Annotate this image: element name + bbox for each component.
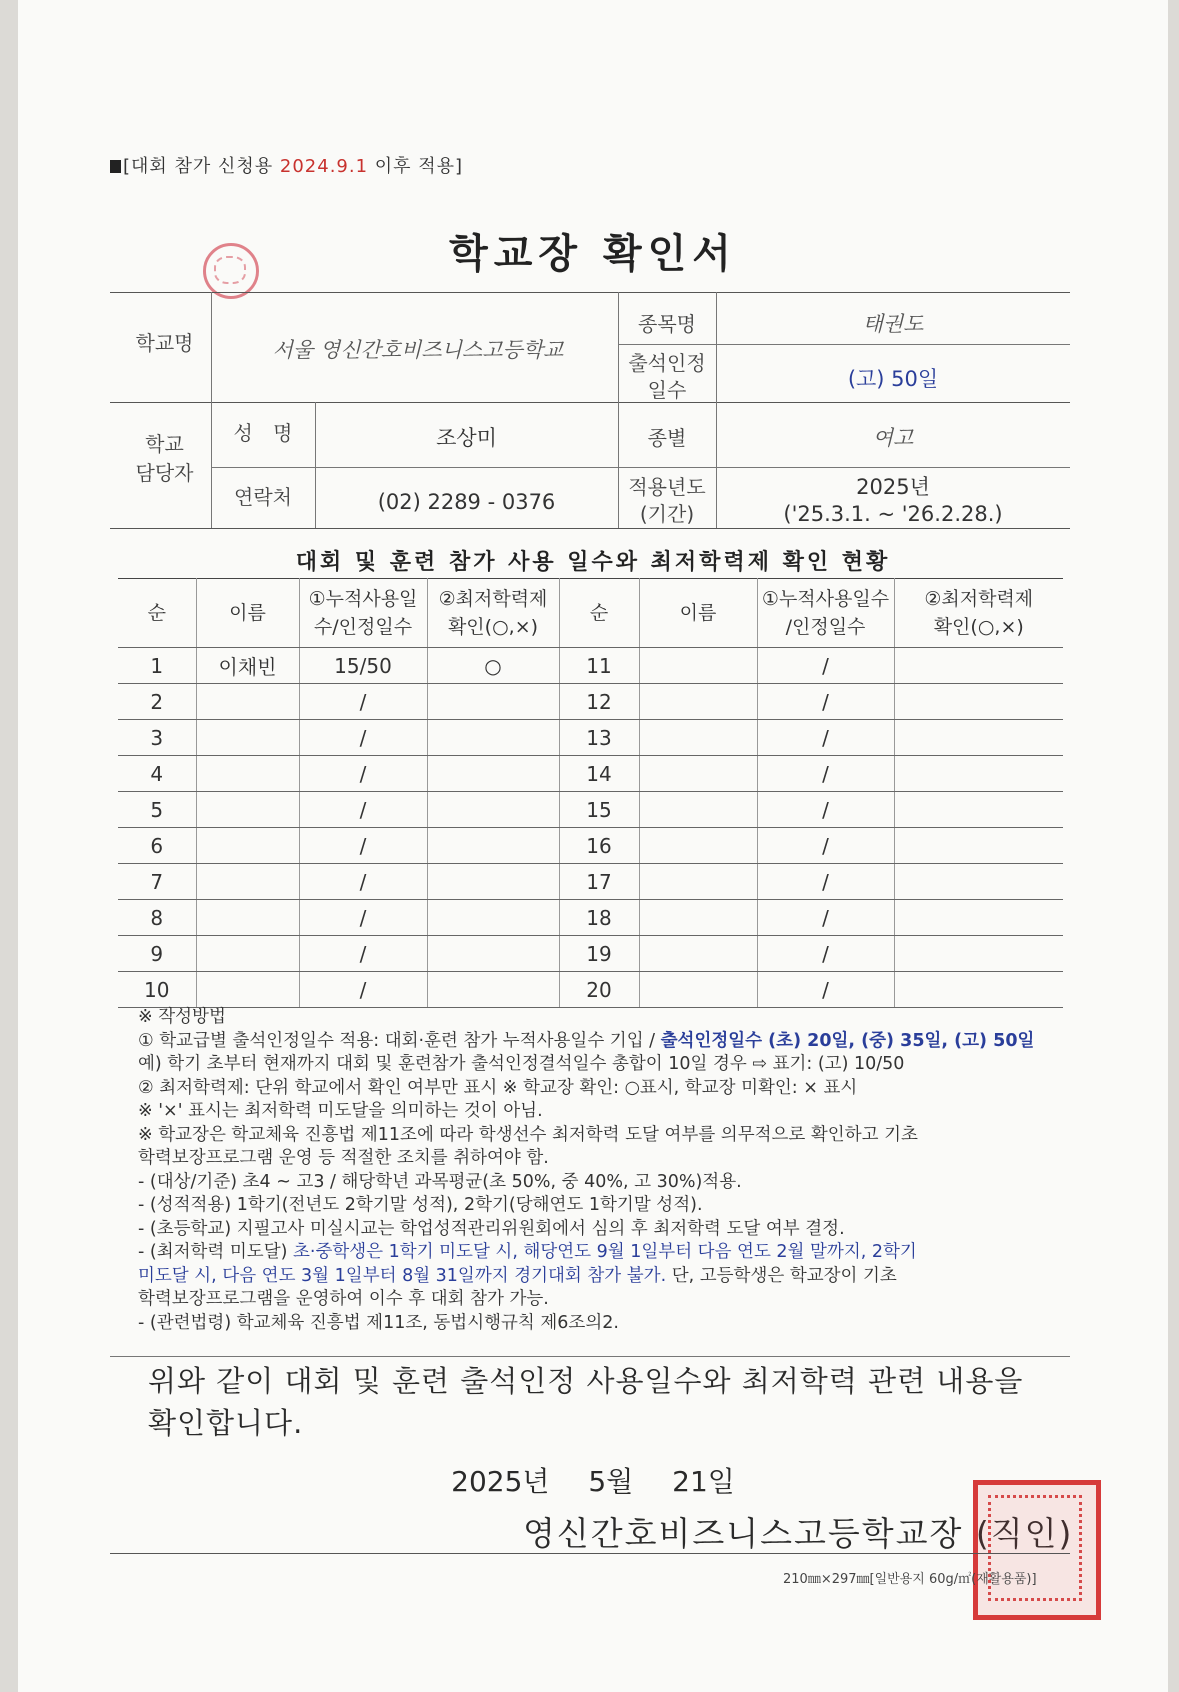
- row-name: [196, 756, 299, 792]
- table-row: [118, 900, 1063, 936]
- divider: [110, 1356, 1070, 1357]
- table-row: [118, 720, 1063, 756]
- divider: [110, 1553, 1070, 1554]
- row-no: 7: [118, 864, 196, 900]
- issue-date: 2025년 5월 21일: [451, 1465, 735, 1498]
- row-used-days: /: [299, 720, 427, 756]
- contact-value: (02) 2289 - 0376: [377, 490, 556, 514]
- table-row: [118, 684, 1063, 720]
- row-check: [894, 792, 1063, 828]
- note-line: ※ 학교장은 학교체육 진흥법 제11조에 따라 학생선수 최저학력 도달 여부를 의무적으로 확인하고 기초: [138, 1124, 918, 1145]
- divider: [110, 402, 1070, 403]
- note-line: - (관련법령) 학교체육 진흥법 제11조, 동법시행규칙 제6조의2.: [138, 1312, 619, 1333]
- row-name: [639, 900, 757, 936]
- bullet-square-icon: [110, 160, 121, 173]
- row-check: [427, 864, 559, 900]
- note-line: ※ '×' 표시는 최저학력 미도달을 의미하는 것이 아님.: [138, 1101, 543, 1121]
- row-name: [639, 828, 757, 864]
- row-used-days: /: [757, 864, 894, 900]
- apply-date: 2024.9.1: [279, 156, 369, 177]
- note-line: - (대상/기준) 초4 ~ 고3 / 해당학년 과목평균(초 50%, 중 40%, 고 30%)적용.: [138, 1171, 742, 1192]
- row-no: 17: [559, 864, 639, 900]
- row-used-days: /: [299, 936, 427, 972]
- row-check: [894, 936, 1063, 972]
- note-line: - (초등학교) 지필고사 미실시교는 학업성적관리위원회에서 심의 후 최저학력 도달 여부 결정.: [138, 1218, 845, 1239]
- row-check: [894, 972, 1063, 1008]
- gender-label: 종별: [647, 426, 687, 450]
- row-check: [427, 900, 559, 936]
- row-used-days: /: [299, 756, 427, 792]
- col-no-header: 순: [559, 579, 639, 648]
- row-no: 20: [559, 972, 639, 1008]
- school-value: 서울 영신간호비즈니스고등학교: [272, 338, 564, 362]
- row-name: [196, 864, 299, 900]
- row-name: [639, 972, 757, 1008]
- row-check: [427, 720, 559, 756]
- row-check: [894, 828, 1063, 864]
- row-no: 8: [118, 900, 196, 936]
- row-used-days: /: [757, 792, 894, 828]
- table-header-row: [118, 579, 1063, 648]
- row-check: [894, 756, 1063, 792]
- col-check-header: ②최저학력제 확인(○,×): [427, 579, 559, 648]
- table-row: [118, 972, 1063, 1008]
- row-no: 9: [118, 936, 196, 972]
- row-name: [639, 864, 757, 900]
- row-check: [894, 720, 1063, 756]
- table-row: [118, 648, 1063, 684]
- notes-heading: ※ 작성방법: [138, 1007, 226, 1027]
- row-no: 1: [118, 648, 196, 684]
- row-name: [196, 792, 299, 828]
- row-no: 3: [118, 720, 196, 756]
- name-label: 성 명: [233, 421, 293, 445]
- note-line: 학력보장프로그램을 운영하여 이수 후 대회 참가 가능.: [138, 1289, 549, 1309]
- row-name: [196, 720, 299, 756]
- divider: [211, 467, 1070, 468]
- manager-label: 학교 담당자: [135, 432, 194, 485]
- stamp-seal-icon: [203, 243, 259, 299]
- row-check: ○: [427, 648, 559, 684]
- row-check: [427, 828, 559, 864]
- instructions: [138, 1006, 1058, 1335]
- note-line: 미도달 시, 다음 연도 3월 1일부터 8월 31일까지 경기대회 참가 불가. 단, 고등학생은 학교장이 기초: [138, 1265, 897, 1286]
- row-used-days: /: [299, 864, 427, 900]
- row-name: 이채빈: [196, 648, 299, 684]
- row-no: 4: [118, 756, 196, 792]
- row-name: [196, 972, 299, 1008]
- row-no: 15: [559, 792, 639, 828]
- status-table: [118, 578, 1063, 1008]
- row-used-days: /: [299, 792, 427, 828]
- note-line: 학력보장프로그램 운영 등 적절한 조치를 취하여야 함.: [138, 1148, 549, 1168]
- row-name: [196, 684, 299, 720]
- official-seal-icon: [973, 1480, 1101, 1620]
- form-header: [대회 참가 신청용 2024.9.1 이후 적용]: [110, 152, 463, 178]
- row-used-days: /: [299, 684, 427, 720]
- seal-mark: (직인): [975, 1514, 1074, 1553]
- attend-value: (고) 50일: [847, 367, 939, 391]
- name-value: 조상미: [436, 426, 497, 450]
- row-no: 11: [559, 648, 639, 684]
- col-no-header: 순: [118, 579, 196, 648]
- row-used-days: /: [757, 936, 894, 972]
- row-used-days: /: [299, 828, 427, 864]
- gender-value: 여고: [872, 426, 914, 450]
- sport-value: 태권도: [862, 312, 924, 336]
- row-check: [427, 756, 559, 792]
- confirmation-text: 위와 같이 대회 및 훈련 출석인정 사용일수와 최저학력 관련 내용을 확인합니다.: [148, 1364, 1024, 1440]
- divider: [110, 528, 1070, 529]
- row-name: [639, 720, 757, 756]
- col-used-header: ①누적사용일 수/인정일수: [299, 579, 427, 648]
- row-used-days: /: [299, 972, 427, 1008]
- row-used-days: /: [757, 828, 894, 864]
- col-used-header: ①누적사용일수 /인정일수: [757, 579, 894, 648]
- row-used-days: /: [299, 900, 427, 936]
- row-no: 16: [559, 828, 639, 864]
- row-name: [196, 900, 299, 936]
- row-check: [427, 684, 559, 720]
- paper-spec: 210㎜×297㎜[일반용지 60g/㎡(재활용품)]: [783, 1572, 1037, 1587]
- row-no: 19: [559, 936, 639, 972]
- row-name: [639, 648, 757, 684]
- signer: 영신간호비즈니스고등학교장 (직인): [523, 1514, 1074, 1553]
- row-name: [639, 936, 757, 972]
- row-check: [894, 900, 1063, 936]
- divider: [618, 344, 1070, 345]
- sport-label: 종목명: [638, 312, 696, 336]
- row-name: [639, 684, 757, 720]
- row-no: 5: [118, 792, 196, 828]
- row-check: [427, 972, 559, 1008]
- row-check: [894, 864, 1063, 900]
- row-name: [639, 756, 757, 792]
- table-row: [118, 828, 1063, 864]
- row-no: 13: [559, 720, 639, 756]
- row-name: [196, 828, 299, 864]
- divider: [110, 292, 1070, 293]
- row-name: [639, 792, 757, 828]
- row-no: 10: [118, 972, 196, 1008]
- note-line: ② 최저학력제: 단위 학교에서 확인 여부만 표시 ※ 학교장 확인: ○표시, 학교장 미확인: × 표시: [138, 1077, 858, 1098]
- table-row: [118, 864, 1063, 900]
- row-check: [427, 936, 559, 972]
- row-no: 6: [118, 828, 196, 864]
- row-no: 18: [559, 900, 639, 936]
- row-used-days: /: [757, 684, 894, 720]
- col-name-header: 이름: [639, 579, 757, 648]
- col-check-header: ②최저학력제 확인(○,×): [894, 579, 1063, 648]
- row-no: 2: [118, 684, 196, 720]
- row-used-days: /: [757, 720, 894, 756]
- document-title: 학교장 확인서: [449, 231, 737, 277]
- note-line: - (성적적용) 1학기(전년도 2학기말 성적), 2학기(당해연도 1학기말 성적).: [138, 1195, 703, 1215]
- row-no: 14: [559, 756, 639, 792]
- row-check: [894, 684, 1063, 720]
- table-row: [118, 936, 1063, 972]
- year-value: 2025년 ('25.3.1. ~ '26.2.28.): [783, 475, 1003, 526]
- section-subtitle: 대회 및 훈련 참가 사용 일수와 최저학력제 확인 현황: [295, 550, 891, 575]
- row-name: [196, 936, 299, 972]
- row-used-days: /: [757, 756, 894, 792]
- contact-label: 연락처: [234, 485, 292, 509]
- attend-label: 출석인정 일수: [628, 351, 706, 402]
- document-page: [18, 0, 1168, 1692]
- note-line: 예) 학기 초부터 현재까지 대회 및 훈련참가 출석인정결석일수 총합이 10일 경우 ⇨ 표기: (고) 10/50: [138, 1054, 905, 1074]
- table-row: [118, 792, 1063, 828]
- row-used-days: /: [757, 648, 894, 684]
- row-no: 12: [559, 684, 639, 720]
- row-check: [427, 792, 559, 828]
- row-check: [894, 648, 1063, 684]
- note-line: ① 학교급별 출석인정일수 적용: 대회·훈련 참가 누적사용일수 기입 / 출석인정일수 (초) 20일, (중) 35일, (고) 50일: [138, 1030, 1035, 1051]
- year-label: 적용년도 (기간): [628, 475, 706, 526]
- row-used-days: 15/50: [299, 648, 427, 684]
- row-used-days: /: [757, 900, 894, 936]
- table-row: [118, 756, 1063, 792]
- school-label: 학교명: [135, 331, 194, 355]
- note-line: - (최저학력 미도달) 초·중학생은 1학기 미도달 시, 해당연도 9월 1일부터 다음 연도 2월 말까지, 2학기: [138, 1242, 917, 1262]
- col-name-header: 이름: [196, 579, 299, 648]
- row-used-days: /: [757, 972, 894, 1008]
